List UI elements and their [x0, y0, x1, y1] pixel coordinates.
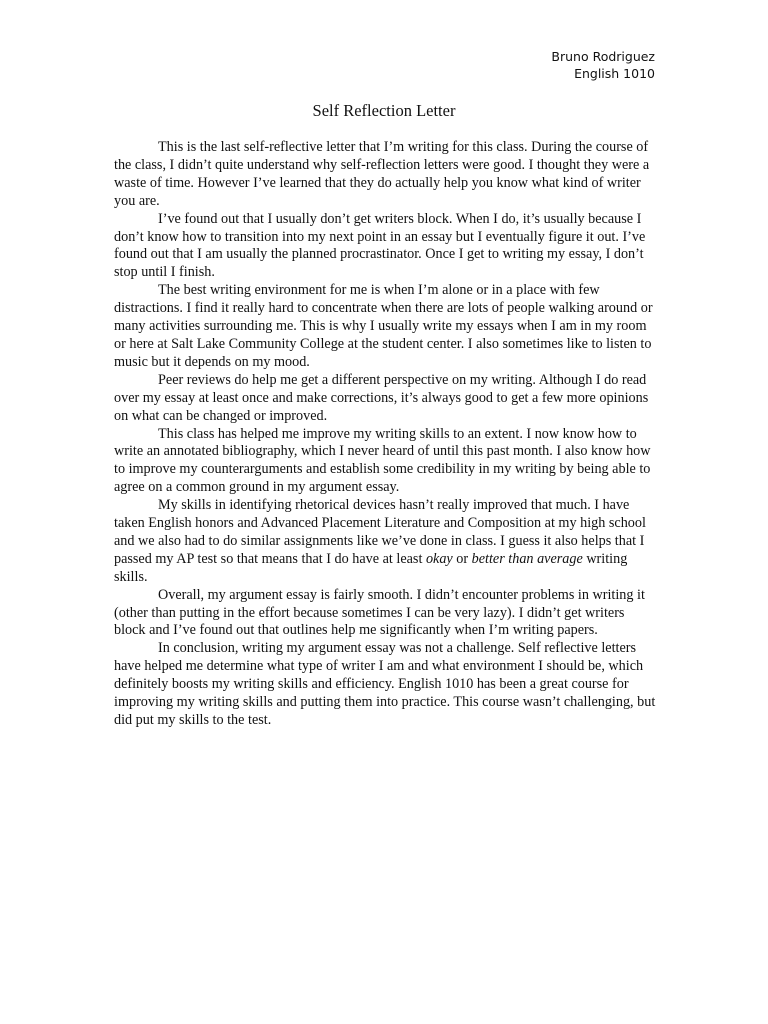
paragraph-1: This is the last self-reflective letter that I’m writing for this class. During the course of the class, I didn’t quite understand why self-reflection letters were good. I thought they were a waste of time. However I’ve learned that they do actually help you know what kind of writer you are. — [114, 139, 650, 209]
document-body — [114, 139, 659, 730]
paragraph-6-italic-better-than-average: better than average — [471, 550, 583, 567]
document-title: Self Reflection Letter — [312, 101, 456, 120]
paragraph-6-text-middle: or — [452, 550, 472, 567]
course-name: English 1010 — [574, 66, 655, 81]
paragraph-2: I’ve found out that I usually don’t get writers block. When I do, it’s usually because I don’t know how to transition into my next point in an essay but I eventually figure it out. I’ve found out that I am usually the planned procrastinator. Once I get to writing my essay, I don’t stop until I finish. — [114, 210, 646, 281]
paragraph-6 — [114, 497, 659, 587]
document-header — [551, 48, 655, 82]
paragraph-6-text-after: writing skills. — [114, 550, 628, 585]
paragraph-7: Overall, my argument essay is fairly smooth. I didn’t encounter problems in writing it (other than putting in the effort because sometimes I can be very lazy). I didn’t get writers block and I’ve found out that outlines help me significantly when I’m writing papers. — [114, 586, 645, 639]
paragraph-6-text-before: My skills in identifying rhetorical devices hasn’t really improved that much. I have taken English honors and Advanced Placement Literature and Composition at my high school and we also had to do similar assignments like we’ve done in class. I guess it also helps that I passed my AP test so that means that I do have at least — [114, 497, 646, 567]
author-name: Bruno Rodriguez — [551, 49, 655, 64]
paragraph-4: Peer reviews do help me get a different perspective on my writing. Although I do read over my essay at least once and make corrections, it’s always good to get a few more opinions on what can be changed or improved. — [114, 371, 649, 424]
paragraph-8: In conclusion, writing my argument essay was not a challenge. Self reflective letters have helped me determine what type of writer I am and what environment I should be, which definitely boosts my writing skills and efficiency. English 1010 has been a great course for improving my writing skills and putting them into practice. This course wasn’t challenging, but did put my skills to the test. — [114, 640, 656, 728]
paragraph-3: The best writing environment for me is when I’m alone or in a place with few distractions. I find it really hard to concentrate when there are lots of people walking around or many activities surrounding me. This is why I usually write my essays when I am in my room or here at Salt Lake Community College at the student center. I also sometimes like to listen to music but it depends on my mood. — [114, 282, 653, 370]
paragraph-5: This class has helped me improve my writing skills to an extent. I now know how to write an annotated bibliography, which I never heard of until this past month. I also know how to improve my counterarguments and establish some credibility in my writing by being able to agree on a common ground in my argument essay. — [114, 425, 651, 496]
paragraph-6-italic-okay: okay — [425, 550, 453, 567]
